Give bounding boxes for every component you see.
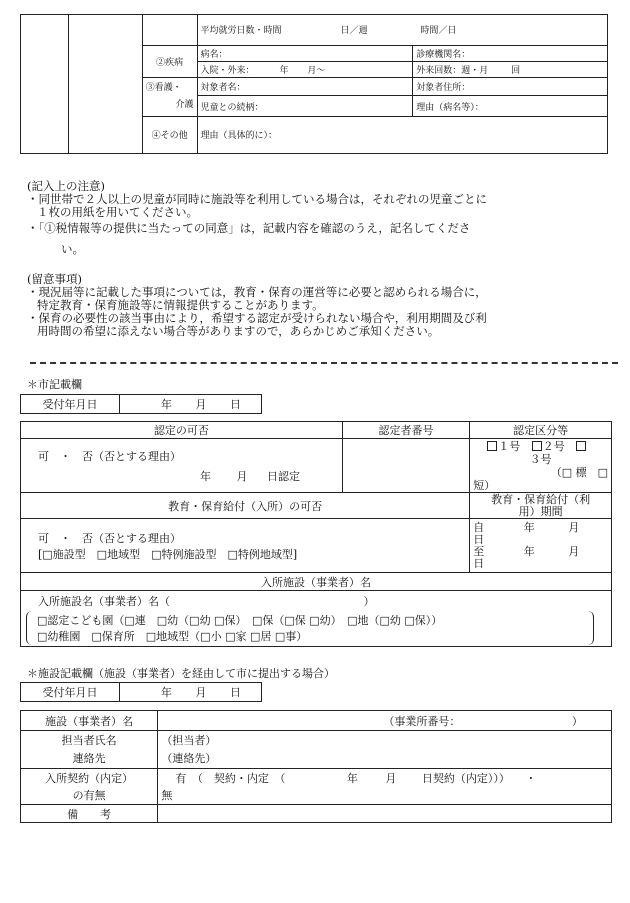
contact-value: （連絡先） <box>161 751 217 765</box>
contact-field[interactable] <box>158 731 612 769</box>
remarks-label-cell: 備 考 <box>21 805 158 823</box>
contract-separator: ・ <box>525 771 537 785</box>
contract-label-line2: の有無 <box>72 788 106 802</box>
care-target-name-field[interactable] <box>197 78 413 96</box>
care-target-address-field[interactable] <box>413 78 608 96</box>
benefit-decision-cell[interactable] <box>21 519 470 573</box>
category-no3-label: ３号 <box>529 452 552 466</box>
care-label-line1: ③看護・ <box>145 83 182 94</box>
illness-visits-field[interactable] <box>413 62 608 78</box>
period-from-month: 月 <box>568 520 580 534</box>
care-label-line2: 介護 <box>175 100 194 111</box>
facility-info-table <box>20 710 612 823</box>
approval-header: 認定の可否 <box>21 422 343 439</box>
benefit-header: 教育・保育給付（入所）の可否 <box>21 493 470 519</box>
facility-header: 入所施設（事業者）名 <box>21 573 612 591</box>
period-to-day: 日 <box>473 556 485 570</box>
benefit-period-header <box>470 493 612 519</box>
remarks-item1: ・現況届等に記載した事項については，教育・保育の運営等に必要と認められる場合に， <box>27 285 487 299</box>
period-from-year: 年 <box>523 520 535 534</box>
period-from-day: 日 <box>473 532 485 546</box>
period-from-label: 自 <box>473 520 485 534</box>
category-no2-checkbox[interactable] <box>532 441 542 451</box>
city-received-date-field[interactable] <box>120 395 262 414</box>
city-received-month: 月 <box>195 398 207 411</box>
category-no3-checkbox[interactable] <box>576 441 586 451</box>
city-received-table <box>20 394 262 414</box>
contract-month: 月 <box>385 771 397 785</box>
facility-name-label-cell: 施設（事業者）名 <box>21 711 158 731</box>
facility-section-title: ＊施設記載欄（施設（事業者）を経由して市に提出する場合） <box>27 667 335 680</box>
facility-type-line2[interactable]: □幼稚園 □保育所 □地域型（□小 □家 □居 □事） <box>37 629 308 643</box>
contract-field[interactable] <box>158 769 612 805</box>
contact-label-cell <box>21 731 158 769</box>
approval-yes-no: 可 ・ 否（否とする理由） <box>38 449 181 463</box>
contact-label: 連絡先 <box>72 751 106 765</box>
contract-label-cell <box>21 769 158 805</box>
contract-year: 年 <box>346 771 358 785</box>
approval-day: 日認定 <box>267 469 300 483</box>
contact-name-label: 担当者氏名 <box>61 733 117 747</box>
facility-received-label: 受付年月日 <box>21 683 120 702</box>
facility-name-field[interactable] <box>158 711 612 731</box>
city-approval-table <box>20 421 612 647</box>
benefit-period-header-line2: 用）期間 <box>518 504 563 518</box>
care-label <box>142 78 197 116</box>
illness-name-label: 病名： <box>200 49 228 60</box>
illness-admission-label: 入院・外来： <box>200 66 255 77</box>
remarks-item2: ・保育の必要性の該当事由により，希望する認定が受けられない場合や，利用期間及び利 <box>27 311 487 325</box>
facility-received-table <box>20 682 262 702</box>
approval-category-header: 認定区分等 <box>470 422 612 439</box>
benefit-yes-no: 可 ・ 否（否とする理由） <box>38 531 181 545</box>
care-relation-label: 児童との続柄： <box>200 102 264 113</box>
approval-month: 月 <box>236 469 248 483</box>
notes-item2-cont: い。 <box>61 242 84 256</box>
approval-year: 年 <box>200 469 211 483</box>
illness-name-field[interactable] <box>197 45 413 61</box>
care-target-name-label: 対象者名： <box>200 83 246 94</box>
contact-name-value: （担当者） <box>161 733 217 747</box>
blank-cell <box>68 15 142 154</box>
notes-item1: ・同世帯で２人以上の児童が同時に施設等を利用している場合は，それぞれの児童ごとに <box>27 192 487 206</box>
illness-admission-field[interactable] <box>197 62 413 78</box>
notes-item1-cont: １枚の用紙を用いてください。 <box>37 205 198 219</box>
care-relation-field[interactable] <box>197 96 413 116</box>
facility-type-bracket <box>26 611 594 645</box>
illness-year-unit: 年 <box>279 66 289 77</box>
facility-received-year: 年 <box>161 686 172 699</box>
city-received-year: 年 <box>161 398 172 411</box>
office-number-label: （事業所番号： <box>383 714 461 728</box>
remarks-title: (留意事項) <box>27 272 82 286</box>
illness-month-unit: 月〜 <box>307 66 326 77</box>
work-hours-label: 平均就労日数・時間 <box>200 26 282 37</box>
contract-yes: 有 （ 契約・内定 （ <box>175 771 286 785</box>
approval-number-header: 認定者番号 <box>342 422 470 439</box>
benefit-period-header-line1: 教育・保育給付（利 <box>491 492 591 506</box>
category-no1-label: １号 <box>498 439 521 453</box>
illness-hospital-field[interactable] <box>413 45 608 61</box>
contract-day: 日契約（内定））） <box>421 771 510 785</box>
facility-name-label: 入所施設名（事業者）名（ <box>38 594 170 608</box>
blank-cell <box>142 15 197 46</box>
period-to-year: 年 <box>523 544 535 558</box>
other-label: ④その他 <box>142 116 197 153</box>
care-reason-field[interactable] <box>413 96 608 116</box>
category-no1-checkbox[interactable] <box>487 441 497 451</box>
period-to-month: 月 <box>568 544 580 558</box>
illness-visits-unit: 回 <box>511 66 521 77</box>
approval-category-cell <box>470 439 612 493</box>
illness-hospital-label: 診療機関名： <box>416 49 471 60</box>
approval-number-field[interactable] <box>342 439 470 493</box>
illness-visits-label: 外来回数：週・月 <box>416 66 489 77</box>
notes-section <box>27 180 487 256</box>
office-number-close: ） <box>571 714 583 728</box>
remarks-section <box>27 273 487 338</box>
remarks-field[interactable] <box>158 805 612 823</box>
cut-line <box>30 362 618 364</box>
facility-name-close: ） <box>363 594 375 608</box>
category-short-option: 短） <box>473 478 496 492</box>
city-received-label: 受付年月日 <box>21 395 120 414</box>
facility-received-date-field[interactable] <box>120 683 262 702</box>
contract-no: 無 <box>161 788 173 802</box>
facility-received-day: 日 <box>230 686 241 699</box>
work-days-unit: 日／週 <box>340 26 368 37</box>
benefit-types[interactable]: [□施設型 □地域型 □特例施設型 □特例地域型] <box>38 547 298 561</box>
city-section-title: ＊市記載欄 <box>27 378 82 391</box>
notes-title: (記入上の注意) <box>27 179 105 193</box>
illness-label: ②疾病 <box>142 45 197 78</box>
category-no2-label: ２号 <box>542 439 565 453</box>
notes-item2: ・「①税情報等の提供に当たっての同意」は，記載内容を確認のうえ，記名してくださ <box>27 221 471 235</box>
care-reason-label: 理由（病名等）： <box>416 102 484 113</box>
remarks-item1-cont: 特定教育・保育施設等に情報提供することがあります。 <box>37 298 324 312</box>
city-received-day: 日 <box>230 398 241 411</box>
facility-received-month: 月 <box>195 686 207 699</box>
blank-cell <box>21 15 69 154</box>
category-standard-option[interactable]: （□ 標 □ <box>550 465 608 479</box>
care-target-address-label: 対象者住所： <box>416 83 471 94</box>
reason-table <box>20 14 608 154</box>
facility-detail-cell <box>21 591 612 647</box>
period-to-label: 至 <box>473 544 485 558</box>
approval-decision-cell[interactable] <box>21 439 343 493</box>
remarks-item2-cont: 用時間の希望に添えない場合等がありますので，あらかじめご承知ください。 <box>37 324 440 338</box>
contract-label-line1: 入所契約（内定） <box>45 771 134 785</box>
facility-type-line1[interactable]: □認定こども園（□連 □幼（□幼 □保） □保（□保 □幼） □地（□幼 □保）） <box>37 613 443 627</box>
benefit-period-cell[interactable] <box>470 519 612 573</box>
work-time-unit: 時間／日 <box>420 26 457 37</box>
other-reason-field[interactable] <box>197 116 607 153</box>
other-reason-label: 理由（具体的に）： <box>200 131 278 142</box>
work-hours-cell[interactable] <box>197 15 607 46</box>
